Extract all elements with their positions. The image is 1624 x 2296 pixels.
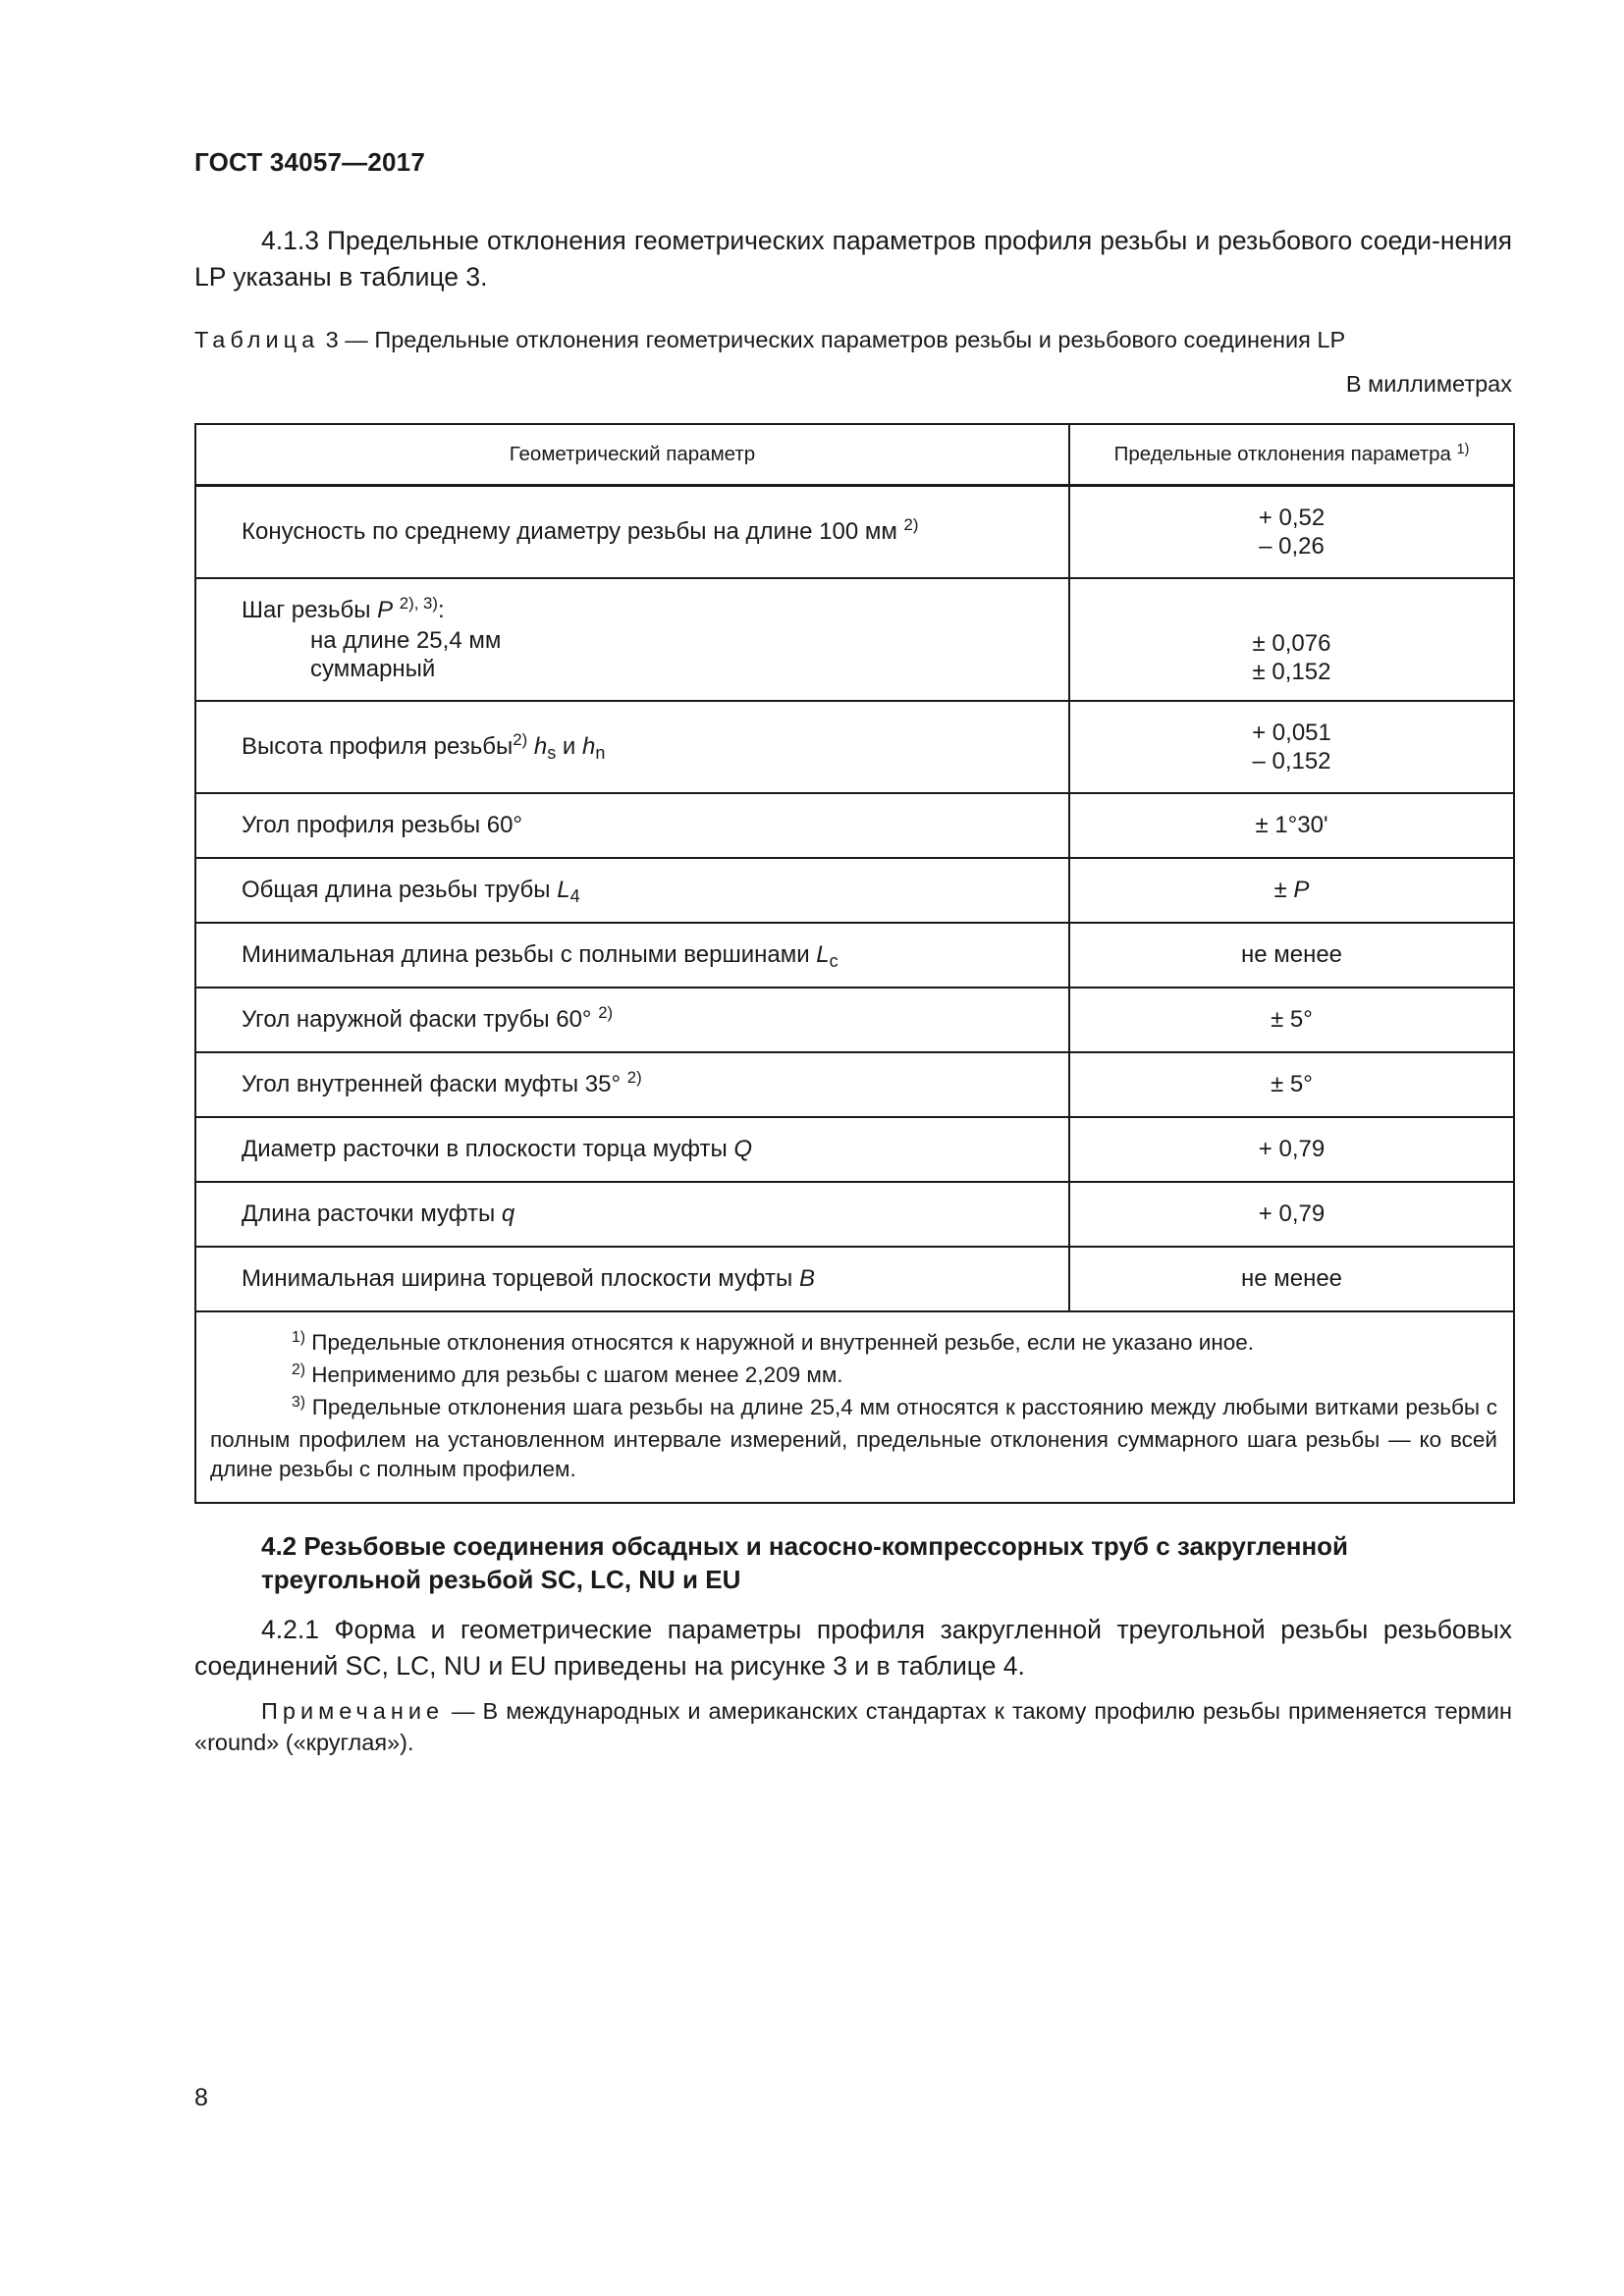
table-caption <box>194 327 1345 353</box>
table-row <box>195 578 1514 701</box>
param-cell: Угол наружной фаски трубы 60° $^{2)}$ <box>195 988 1069 1052</box>
table-row <box>195 923 1514 988</box>
footnote-ref: 2) <box>598 1003 614 1023</box>
footnote-ref: 2) <box>903 515 919 535</box>
value-cell: не менее <box>1069 1247 1514 1311</box>
footnote-ref: 2) <box>513 730 528 750</box>
table-row <box>195 988 1514 1052</box>
param-cell: Высота профиля резьбы$^{2)}$ $h_s$ и $h_n$ <box>195 701 1069 793</box>
param-cell: Угол внутренней фаски муфты 35° $^{2)}$ <box>195 1052 1069 1117</box>
value-cell: + 0,051 – 0,152 <box>1069 701 1514 793</box>
value-cell: + 0,52 – 0,26 <box>1069 486 1514 578</box>
section-4-2-heading: 4.2 Резьбовые соединения обсадных и насосно-компрессорных труб с закругленной треугольной резьбой SC, LC, NU и EU <box>261 1531 1349 1594</box>
table-row <box>195 1247 1514 1311</box>
tolerance-table <box>194 423 1515 1504</box>
table-row <box>195 701 1514 793</box>
note-label: Примечание <box>261 1698 445 1724</box>
value-cell: ± P <box>1069 858 1514 923</box>
table-row <box>195 858 1514 923</box>
param-cell: Минимальная ширина торцевой плоскости муфты B <box>195 1247 1069 1311</box>
param-cell: Угол профиля резьбы 60° <box>195 793 1069 858</box>
footnote-3: $^{3)}$ Предельные отклонения шага резьбы на длине 25,4 мм относятся к расстоянию между любыми витками резьбы с полным профилем на установленном интервале измерений, предельные отклонения суммарного шага резьбы — ко всей длине резьбы с полным профилем. <box>210 1393 1497 1481</box>
table-caption-label: Таблица <box>194 327 320 352</box>
table-row <box>195 1052 1514 1117</box>
param-cell: Конусность по среднему диаметру резьбы на длине 100 мм $^{2)}$ <box>195 486 1069 578</box>
footnote-ref: 2), 3) <box>399 594 438 614</box>
value-cell: ± 1°30' <box>1069 793 1514 858</box>
param-cell: Длина расточки муфты q <box>195 1182 1069 1247</box>
table-units: В миллиметрах <box>1345 371 1512 397</box>
table-caption-text: 3 — Предельные отклонения геометрических параметров резьбы и резьбового соединения LP <box>319 327 1346 352</box>
table-row <box>195 1117 1514 1182</box>
value-cell: не менее <box>1069 923 1514 988</box>
paragraph-4-2-1: 4.2.1 Форма и геометрические параметры профиля закругленной треугольной резьбы резьбовых соединений SC, LC, NU и EU приведены на рисунке 3 и в таблице 4. <box>194 1615 1512 1681</box>
table-row <box>195 486 1514 578</box>
param-cell: Минимальная длина резьбы с полными вершинами $L_c$ <box>195 923 1069 988</box>
value-cell: + 0,79 <box>1069 1117 1514 1182</box>
table-row <box>195 793 1514 858</box>
footnote-ref: 1) <box>1456 441 1470 457</box>
footnote-ref: 2) <box>626 1068 642 1088</box>
paragraph-4-1-3: 4.1.3 Предельные отклонения геометрических параметров профиля резьбы и резьбового соеди-нения LP указаны в таблице 3. <box>194 226 1512 292</box>
param-cell: Общая длина резьбы трубы $L_4$ <box>195 858 1069 923</box>
footnote-1: $^{1)}$ Предельные отклонения относятся к наружной и внутренней резьбе, если не указано иное. <box>292 1328 1255 1355</box>
value-cell: ± 5° <box>1069 988 1514 1052</box>
value-cell: ± 5° <box>1069 1052 1514 1117</box>
note-paragraph <box>194 1695 1512 1758</box>
table-footnotes-row <box>195 1311 1514 1503</box>
header-deviation: Предельные отклонения параметра $^{1)}$ <box>1069 424 1514 486</box>
param-cell: Шаг резьбы P $^{2), 3)}$: на длине 25,4 мм суммарный <box>195 578 1069 701</box>
page-number: 8 <box>194 2084 208 2111</box>
header-param: Геометрический параметр <box>195 424 1069 486</box>
value-cell: + 0,79 <box>1069 1182 1514 1247</box>
note-text: — В международных и американских стандартах к такому профилю резьбы применяется термин «round» («круглая»). <box>194 1698 1512 1755</box>
table-footnotes <box>195 1311 1514 1503</box>
footnote-2: $^{2)}$ Неприменимо для резьбы с шагом менее 2,209 мм. <box>292 1361 843 1387</box>
table-header-row <box>195 424 1514 486</box>
value-cell: ± 0,076 ± 0,152 <box>1069 578 1514 701</box>
param-cell: Диаметр расточки в плоскости торца муфты Q <box>195 1117 1069 1182</box>
table-row <box>195 1182 1514 1247</box>
document-code-header: ГОСТ 34057—2017 <box>194 147 425 177</box>
